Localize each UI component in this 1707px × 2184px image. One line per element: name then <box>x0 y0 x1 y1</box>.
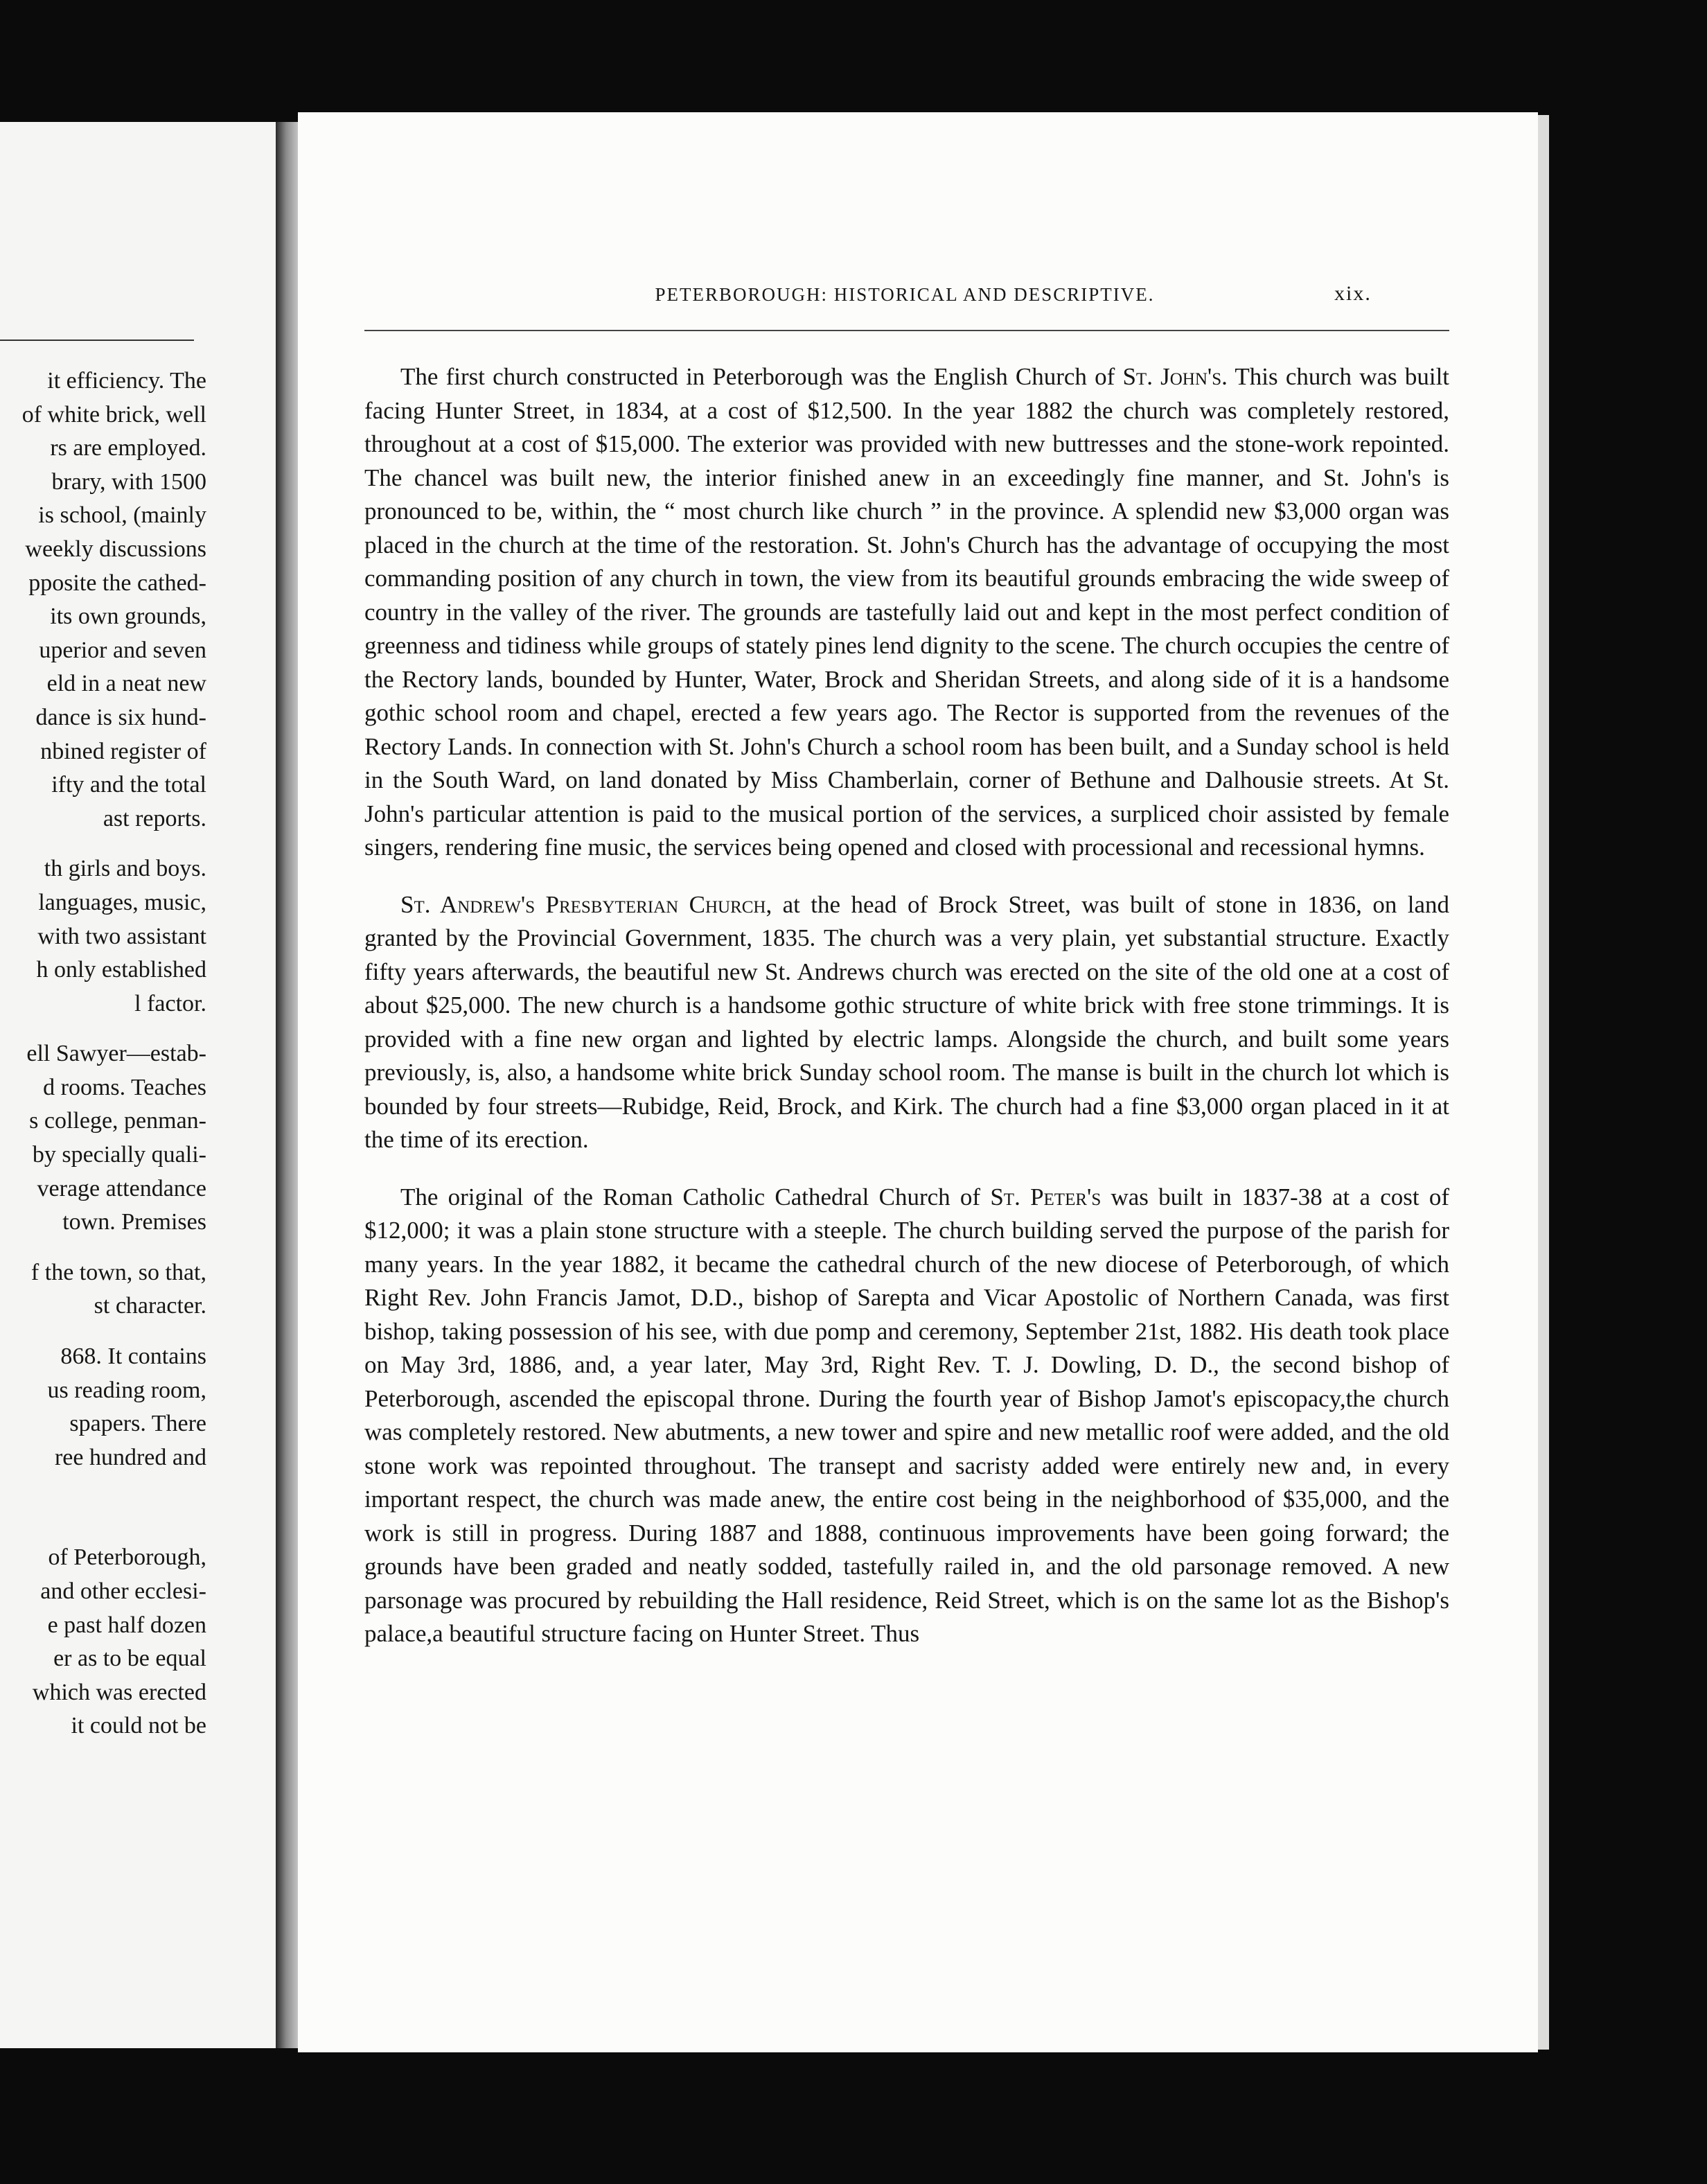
facing-line: h only established <box>36 957 206 983</box>
facing-line: dance is six hund- <box>35 704 206 730</box>
facing-line: of white brick, well <box>21 401 206 428</box>
paragraph-st-andrews <box>364 888 1449 1157</box>
facing-line: us reading room, <box>47 1377 206 1403</box>
paragraph-text: . This church was built facing Hunter Street, in 1834, at a cost of $12,500. In the year 1882 the church was completely restored, throughout at a cost of $15,000. The exterior was provided with new buttresses and the stone-work repointed. The chancel was built new, the interior finished anew in an exceedingly fine manner, and St. John's is pronounced to be, within, the “ most church like church ” in the province. A splendid new $3,000 organ was placed in the church at the time of the restoration. St. John's Church has the advantage of occupying the most commanding position of any church in town, the view from its beautiful grounds embracing the wide sweep of country in the valley of the river. The grounds are tastefully laid out and kept in the most perfect condition of greenness and tidiness while groups of stately pines lend dignity to the scene. The church occupies the centre of the Rectory lands, bounded by Hunter, Water, Brock and Sheridan Streets, and along side of it is a handsome gothic school room and chapel, erected a few years ago. The Rector is supported from the revenues of the Rectory Lands. In connection with St. John's Church a school room has been built, and a Sunday school is held in the South Ward, on land donated by Miss Chamberlain, corner of Bethune and Dalhousie streets. At St. John's particular attention is paid to the musical portion of the services, a surpliced choir assisted by female singers, rendering fine music, the services being opened and closed with processional and recessional hymns. <box>364 363 1450 861</box>
facing-line: er as to be equal <box>53 1646 206 1672</box>
paragraph-text: , at the head of Brock Street, was built of stone in 1836, on land granted by the Provincial Government, 1835. The church was a very plain, yet substantial structure. Exactly fifty years afterwards, the beautiful new St. Andrews church was erected on the site of the old one at a cost of about $25,000. The new church is a handsome gothic structure of white brick with free stone trimmings. It is provided with a fine new organ and lighted by electric lamps. Alongside the church, and built some years previously, is, also, a handsome white brick Sunday school room. The manse is built in the church lot which is bounded by four streets—Rubidge, Reid, Brock, and Kirk. The church had a fine $3,000 organ placed in it at the time of its erection. <box>364 890 1449 1153</box>
facing-line: nbined register of <box>40 738 206 764</box>
church-name: St. John's <box>1122 363 1222 390</box>
facing-page-text <box>0 364 206 1743</box>
facing-line: st character. <box>94 1293 206 1319</box>
facing-line: weekly discussions <box>25 536 206 562</box>
facing-line: ell Sawyer—estab- <box>26 1041 206 1067</box>
paragraph-lead: The original of the Roman Catholic Cathedral Church of <box>400 1183 981 1210</box>
facing-page-rule <box>0 340 194 341</box>
facing-spacer <box>0 1474 206 1541</box>
facing-line: pposite the cathed- <box>28 570 206 596</box>
facing-line: th girls and boys. <box>44 856 206 882</box>
facing-line: town. Premises <box>62 1209 206 1235</box>
header-rule <box>364 330 1449 331</box>
page-body <box>364 360 1449 1675</box>
facing-line: of Peterborough, <box>48 1544 206 1571</box>
facing-spacer <box>0 1240 206 1256</box>
paragraph-text: was built in 1837-38 at a cost of $12,000; it was a plain stone structure with a steeple. The church building served the purpose of the parish for many years. In the year 1882, it became the cathedral church of the new diocese of Peterborough, of which Right Rev. John Francis Jamot, D.D., bishop of Sarepta and Vicar Apostolic of Northern Canada, was first bishop, taking possession of his see, with due pomp and ceremony, September 21st, 1882. His death took place on May 3rd, 1886, and, a year later, May 3rd, Right Rev. T. J. Dowling, D. D., the second bishop of Peterborough, ascended the episcopal throne. During the fourth year of Bishop Jamot's episcopacy,the church was completely restored. New abutments, a new tower and spire and new metallic roof were added, and the old stone work was repointed throughout. The transept and sacristy added were entirely new and, in every important respect, the church was made anew, the entire cost being in the neighborhood of $35,000, and the work is still in progress. During 1887 and 1888, continuous improvements have been going forward; the grounds have been graded and neatly sodded, tastefully railed in, and the old parsonage removed. A new parsonage was procured by rebuilding the Hall residence, Reid Street, which is on the same lot as the Bishop's palace,a beautiful structure facing on Hunter Street. Thus <box>364 1183 1450 1647</box>
facing-spacer <box>0 1021 206 1037</box>
facing-line: f the town, so that, <box>30 1259 206 1285</box>
facing-line: eld in a neat new <box>46 671 206 697</box>
facing-page <box>0 122 276 2048</box>
facing-line: l factor. <box>134 990 206 1016</box>
facing-line: s college, penman- <box>29 1108 206 1134</box>
running-header: PETERBOROUGH: HISTORICAL AND DESCRIPTIVE. <box>655 284 1155 305</box>
facing-line: brary, with 1500 <box>51 468 206 495</box>
facing-line: and other ecclesi- <box>40 1578 206 1604</box>
paragraph-st-peters <box>364 1181 1449 1651</box>
facing-line: e past half dozen <box>47 1612 206 1638</box>
facing-line: uperior and seven <box>39 637 206 663</box>
facing-line: d rooms. Teaches <box>43 1074 206 1100</box>
paragraph-st-johns <box>364 360 1449 865</box>
page-number: xix. <box>1334 282 1372 305</box>
facing-spacer <box>0 836 206 852</box>
facing-line: it efficiency. The <box>47 368 206 394</box>
facing-line: ast reports. <box>103 805 206 831</box>
facing-line: languages, music, <box>38 889 206 915</box>
facing-line: with two assistant <box>37 923 206 949</box>
facing-line: rs are employed. <box>50 435 206 461</box>
facing-line: spapers. There <box>69 1411 206 1437</box>
facing-line: it could not be <box>71 1713 206 1739</box>
facing-line: ree hundred and <box>54 1444 206 1470</box>
book-page <box>298 112 1538 2052</box>
paragraph-lead: The first church constructed in Peterborough was the English Church of <box>400 363 1115 390</box>
facing-line: verage attendance <box>37 1175 206 1201</box>
facing-line: ifty and the total <box>51 772 206 798</box>
facing-line: is school, (mainly <box>38 502 206 529</box>
facing-spacer <box>0 1323 206 1340</box>
church-name: St. Andrew's Presbyterian Church <box>400 890 766 918</box>
facing-line: by specially quali- <box>32 1142 206 1168</box>
facing-line: its own grounds, <box>50 604 206 630</box>
church-name: St. Peter's <box>990 1183 1102 1210</box>
facing-line: which was erected <box>32 1679 206 1705</box>
facing-line: 868. It contains <box>60 1344 206 1370</box>
